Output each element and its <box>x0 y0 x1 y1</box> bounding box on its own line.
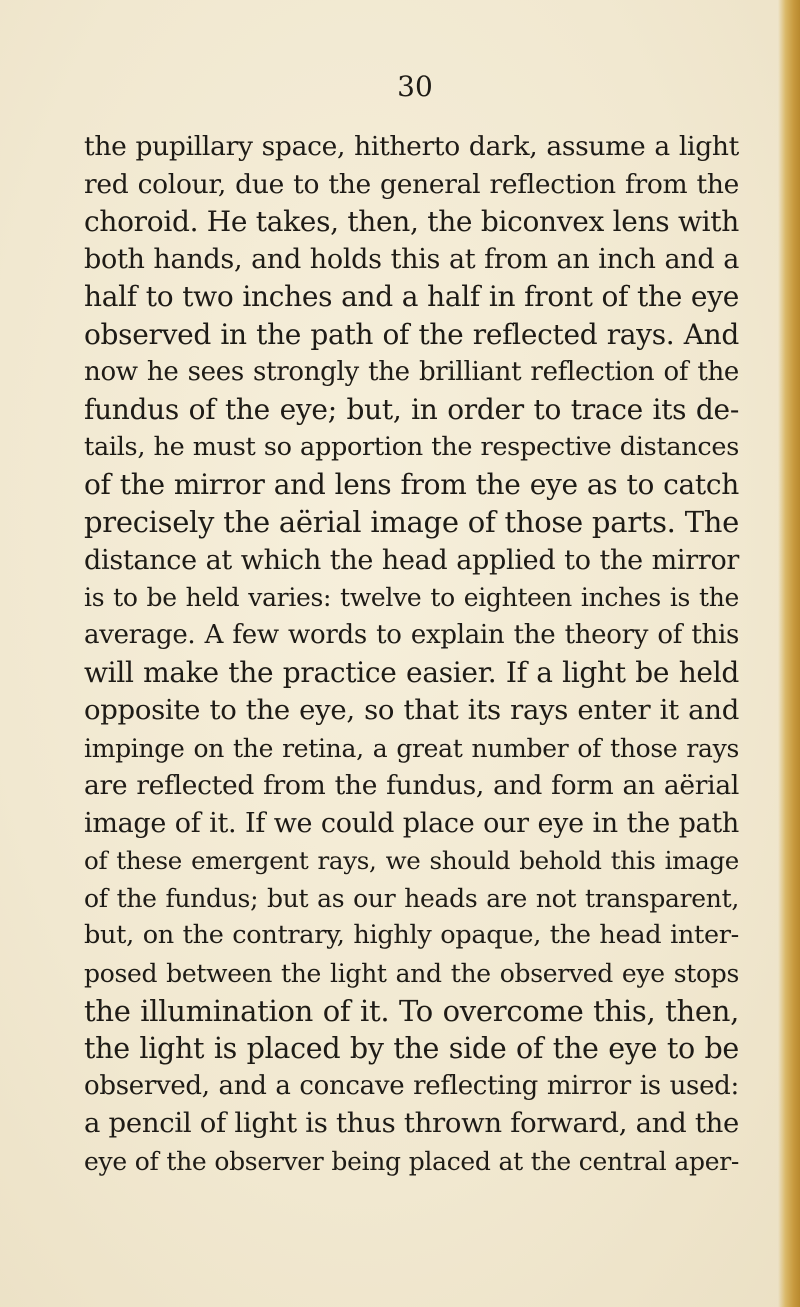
text-line: both hands, and holds this at from an inch and a <box>84 243 739 275</box>
text-line: image of it. If we could place our eye in the path <box>84 807 739 839</box>
text-line: eye of the observer being placed at the central aper- <box>84 1147 739 1177</box>
text-line: distance at which the head applied to the mirror <box>84 544 739 576</box>
page-edge <box>778 0 800 1307</box>
text-line: the light is placed by the side of the eye to be <box>84 1032 739 1066</box>
text-line: but, on the contrary, highly opaque, the head inter- <box>84 920 739 951</box>
text-line: impinge on the retina, a great number of those rays <box>84 733 739 763</box>
text-line: fundus of the eye; but, in order to trace its de- <box>84 393 739 427</box>
body-text <box>84 128 739 1181</box>
text-line: precisely the aërial image of those parts. The <box>84 504 739 539</box>
text-line: posed between the light and the observed eye stops <box>84 959 739 989</box>
text-line: half to two inches and a half in front of the eye <box>84 280 739 314</box>
text-line: observed, and a concave reflecting mirror is used: <box>84 1070 739 1101</box>
text-line: red colour, due to the general reflection from the <box>84 168 739 200</box>
text-line: the pupillary space, hitherto dark, assume a light <box>84 131 739 162</box>
text-line: observed in the path of the reflected rays. And <box>84 317 739 351</box>
text-line: average. A few words to explain the theory of this <box>84 619 739 650</box>
text-line: of the mirror and lens from the eye as to catch <box>84 468 739 502</box>
text-line: opposite to the eye, so that its rays enter it and <box>84 693 739 726</box>
text-line: are reflected from the fundus, and form an aërial <box>84 770 739 802</box>
text-line: of the fundus; but as our heads are not transparent, <box>84 883 739 913</box>
text-line: now he sees strongly the brilliant reflection of the <box>84 356 739 387</box>
text-line: a pencil of light is thus thrown forward, and the <box>84 1107 739 1140</box>
text-line: will make the practice easier. If a light be held <box>84 656 739 690</box>
text-line: the illumination of it. To overcome this, then, <box>84 993 739 1028</box>
text-line: tails, he must so apportion the respective distances <box>84 431 739 462</box>
text-line: choroid. He takes, then, the biconvex lens with <box>84 205 739 239</box>
text-line: of these emergent rays, we should behold this image <box>84 846 739 876</box>
text-line: is to be held varies: twelve to eighteen inches is the <box>84 583 739 613</box>
page-number: 30 <box>397 70 433 103</box>
